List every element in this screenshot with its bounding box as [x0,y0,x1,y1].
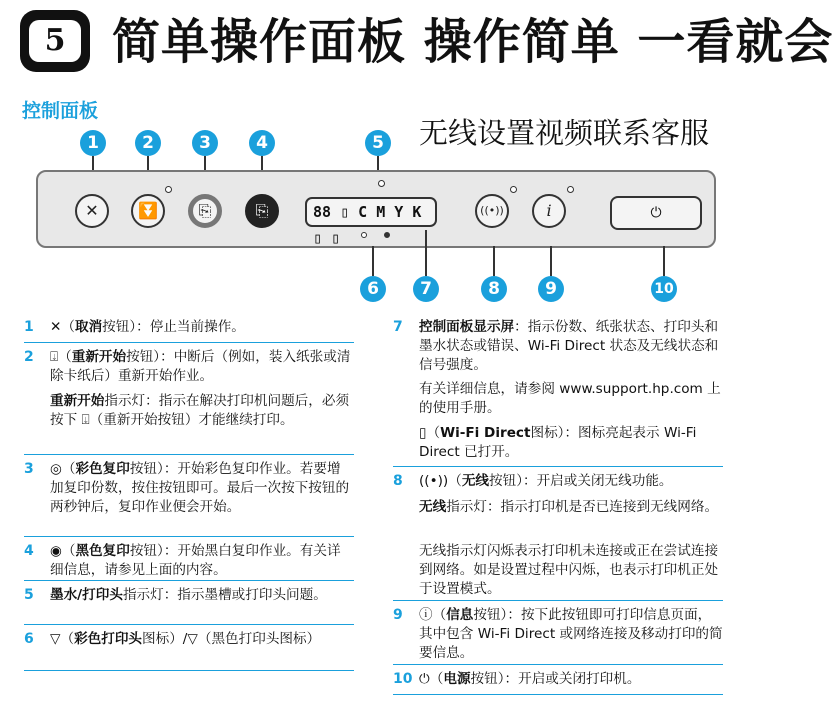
callout-1: 1 [80,130,106,156]
callout-2: 2 [135,130,161,156]
printhead-icon: ▽ [50,631,61,647]
item-term: 彩色打印头 [74,631,143,647]
item-number: 7 [393,319,403,335]
ink-led [378,180,385,187]
item-number: 8 [393,473,403,489]
item-text: 按钮）：按下此按钮即可打印信息页面，其中包含 Wi-Fi Direct 或网络连接及移动打印的简要信息。 [419,607,723,661]
divider [24,536,354,537]
header [20,8,833,80]
page-title: 简单操作面板 操作简单 一看就会 [112,14,833,70]
color-copy-button[interactable]: ⎘ [188,194,222,228]
leader-line [372,246,374,276]
wireless-icon: ((•)) [419,473,449,489]
bw-copy-button[interactable]: ⎘ [245,194,279,228]
left-column: 1 ✕（取消按钮）：停止当前操作。 2 ⍗（重新开始按钮）：中断后（例如，装入纸张或清除卡纸后）重新开始作业。 重新开始指示灯：指示在解决打印机问题后，必须按下 ⍗（重新开始按钮）才能继续打印。 3 ◎（彩色复印按钮）：开始彩色复印作业。若要增加复印份数，按住按钮即可。最后一次按下按钮的两秒钟后，复印作业便会开始。 4 ◉（黑色复印按钮）：开始黑白复印作业。有关详细信息，请参见上面的内容。 5 墨水/打印头指示灯：指示墨槽或打印头问题。 6 ▽（彩色打印头图标）/▽（黑色打印头图标） [24,318,364,718]
item-term: 彩色复印 [75,461,130,477]
power-icon: ⏻ [419,671,430,687]
item-term: 信息 [446,607,474,623]
callout-3: 3 [192,130,218,156]
leader-line [663,246,665,276]
divider [393,664,723,665]
callout-7: 7 [413,276,439,302]
section-title: 控制面板 [22,100,99,122]
divider [393,600,723,601]
divider [24,670,354,671]
item-text: 图标）：图标亮起表示 Wi-Fi Direct 已打开。 [419,425,697,460]
info-led [567,186,574,193]
divider [24,342,354,343]
right-column: 7 控制面板显示屏：指示份数、纸张状态、打印头和墨水状态或错误、Wi-Fi Direct 状态及无线状态和信号强度。 有关详细信息，请参阅 www.support.hp.com 上的使用手册。 ▯（Wi-Fi Direct图标）：图标亮起表示 Wi-Fi Direct 已打开。 8 ((•))（无线按钮）：开启或关闭无线功能。 无线指示灯：指示打印机是否已连接到无线网络。 无线指示灯闪烁表示打印机未连接或正在尝试连接到网络。如是设置过程中闪烁，也表示打印机正处于设置模式。 9 ⓘ（信息按钮）：按下此按钮即可打印信息页面，其中包含 Wi-Fi Direct 或网络连接及移动打印的简要信息。 10 ⏻（电源按钮）：开启或关闭打印机。 [393,318,738,718]
item-term: 重新开始 [71,349,127,365]
divider [393,466,723,467]
divider [24,624,354,625]
item-number: 6 [24,631,34,647]
item-text: ：指示份数、纸张状态、打印头和墨水状态或错误、Wi-Fi Direct 状态及无线状态和信号强度。 [419,319,719,373]
item-text: 指示灯：指示墨槽或打印头问题。 [122,587,327,603]
control-panel-illustration [36,170,716,248]
bw-copy-icon: ◉ [50,543,62,559]
callout-4: 4 [249,130,275,156]
callout-8: 8 [481,276,507,302]
info-icon: ⓘ [419,607,433,623]
callout-10: 10 [651,276,677,302]
item-text: 图标）/▽（黑色打印头图标） [142,631,321,647]
item-text: 有关详细信息，请参阅 www.support.hp.com 上的使用手册。 [419,381,721,416]
item-term: 墨水/打印头 [50,587,123,603]
item-number: 10 [393,671,413,687]
restart-icon: ⍗ [50,349,59,365]
item-text: 按钮）：停止当前操作。 [102,319,245,335]
leader-line [425,230,427,276]
printhead-led [361,232,367,238]
item-term: Wi-Fi Direct [440,425,531,441]
printhead-led [384,232,390,238]
info-button[interactable]: i [532,194,566,228]
item-number: 4 [24,543,34,559]
item-text: 按钮）：开始彩色复印作业。若要增加复印份数，按住按钮即可。最后一次按下按钮的两秒钟后，复印作业便会开始。 [50,461,350,515]
item-term: 电源 [443,671,471,687]
item-term: 重新开始 [50,393,105,409]
item-text: 按钮）：开启或关闭无线功能。 [489,473,673,489]
item-number: 5 [24,587,34,603]
item-term: 无线 [461,473,490,489]
item-text: 按钮）：开启或关闭打印机。 [470,671,641,687]
item-text: 按钮）：中断后（例如，装入纸张或清除卡纸后）重新开始作业。 [50,349,351,384]
item-number: 2 [24,349,34,365]
callout-9: 9 [538,276,564,302]
divider [393,694,723,695]
leader-line [493,246,495,276]
restart-button[interactable]: ⏬ [131,194,165,228]
item-number: 1 [24,319,34,335]
item-number: 3 [24,461,34,477]
divider [24,580,354,581]
cancel-button[interactable]: ✕ [75,194,109,228]
item-text: 无线指示灯闪烁表示打印机未连接或正在尝试连接到网络。如是设置过程中闪烁，也表示打印机正处于设置模式。 [419,543,719,597]
cancel-icon: ✕ [50,319,62,335]
color-copy-icon: ◎ [50,461,62,477]
wireless-led [510,186,517,193]
note-text: 无线设置视频联系客服 [419,116,710,150]
restart-led [165,186,172,193]
item-term: 黑色复印 [75,543,130,559]
power-button[interactable]: ⏻ [610,196,702,230]
step-number: 5 [44,23,66,58]
item-text: 指示灯：指示在解决打印机问题后，必须按下 ⍗（重新开始按钮）才能继续打印。 [50,393,350,428]
step-number-icon [20,10,90,72]
item-term: 取消 [74,319,103,335]
item-number: 9 [393,607,403,623]
wireless-button[interactable]: ((•)) [475,194,509,228]
control-panel-display: 88 ▯ C M Y K ▯ ▯ [305,197,437,227]
divider [24,454,354,455]
item-term: 无线 [419,499,447,515]
item-text: 指示灯：指示打印机是否已连接到无线网络。 [446,499,719,515]
callout-5: 5 [365,130,391,156]
leader-line [550,246,552,276]
item-term: 控制面板显示屏 [419,319,515,335]
callout-6: 6 [360,276,386,302]
item-text: 按钮）：开始黑白复印作业。有关详细信息，请参见上面的内容。 [50,543,341,578]
